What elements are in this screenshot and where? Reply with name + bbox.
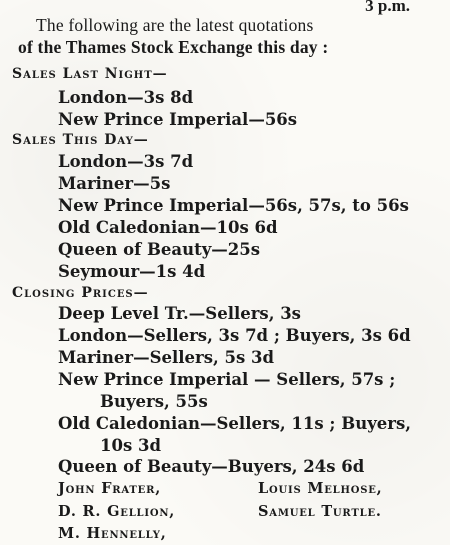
intro-line-1: The following are the latest quotations (36, 15, 314, 35)
intro-line-2: of the Thames Stock Exchange this day : (18, 37, 329, 57)
quote-line: London—3s 8d (58, 88, 194, 107)
signatory-name: John Frater, (58, 480, 162, 497)
quote-line: Mariner—Sellers, 5s 3d (58, 348, 275, 367)
quote-line: London—Sellers, 3s 7d ; Buyers, 3s 6d (58, 326, 411, 345)
signatory-name: D. R. Gellion, (58, 503, 176, 520)
quote-line: Queen of Beauty—25s (58, 240, 261, 259)
sales-this-day-heading: Sales This Day— (12, 132, 149, 148)
quote-line: Old Caledonian—Sellers, 11s ; Buyers, (58, 414, 412, 433)
quote-line: Seymour—1s 4d (58, 262, 206, 281)
signatory-name: Louis Melhose, (258, 480, 383, 497)
quote-line: Queen of Beauty—Buyers, 24s 6d (58, 457, 365, 476)
quote-line-continued: 10s 3d (100, 436, 162, 455)
quote-line: Mariner—5s (58, 174, 171, 193)
quote-line: Deep Level Tr.—Sellers, 3s (58, 304, 301, 323)
quote-line: London—3s 7d (58, 152, 194, 171)
closing-prices-heading: Closing Prices— (12, 285, 149, 301)
report-time: 3 p.m. (365, 0, 410, 15)
sales-last-night-heading: Sales Last Night— (12, 66, 168, 82)
signatory-name: Samuel Turtle. (258, 503, 382, 520)
intro-paragraph (18, 14, 446, 58)
quote-line: New Prince Imperial — Sellers, 57s ; (58, 370, 396, 389)
quote-line: Old Caledonian—10s 6d (58, 218, 278, 237)
quote-line: New Prince Imperial—56s, 57s, to 56s (58, 196, 409, 215)
quote-line-continued: Buyers, 55s (100, 392, 208, 411)
signatory-name: M. Hennelly, (58, 525, 167, 542)
quote-line: New Prince Imperial—56s (58, 110, 298, 129)
